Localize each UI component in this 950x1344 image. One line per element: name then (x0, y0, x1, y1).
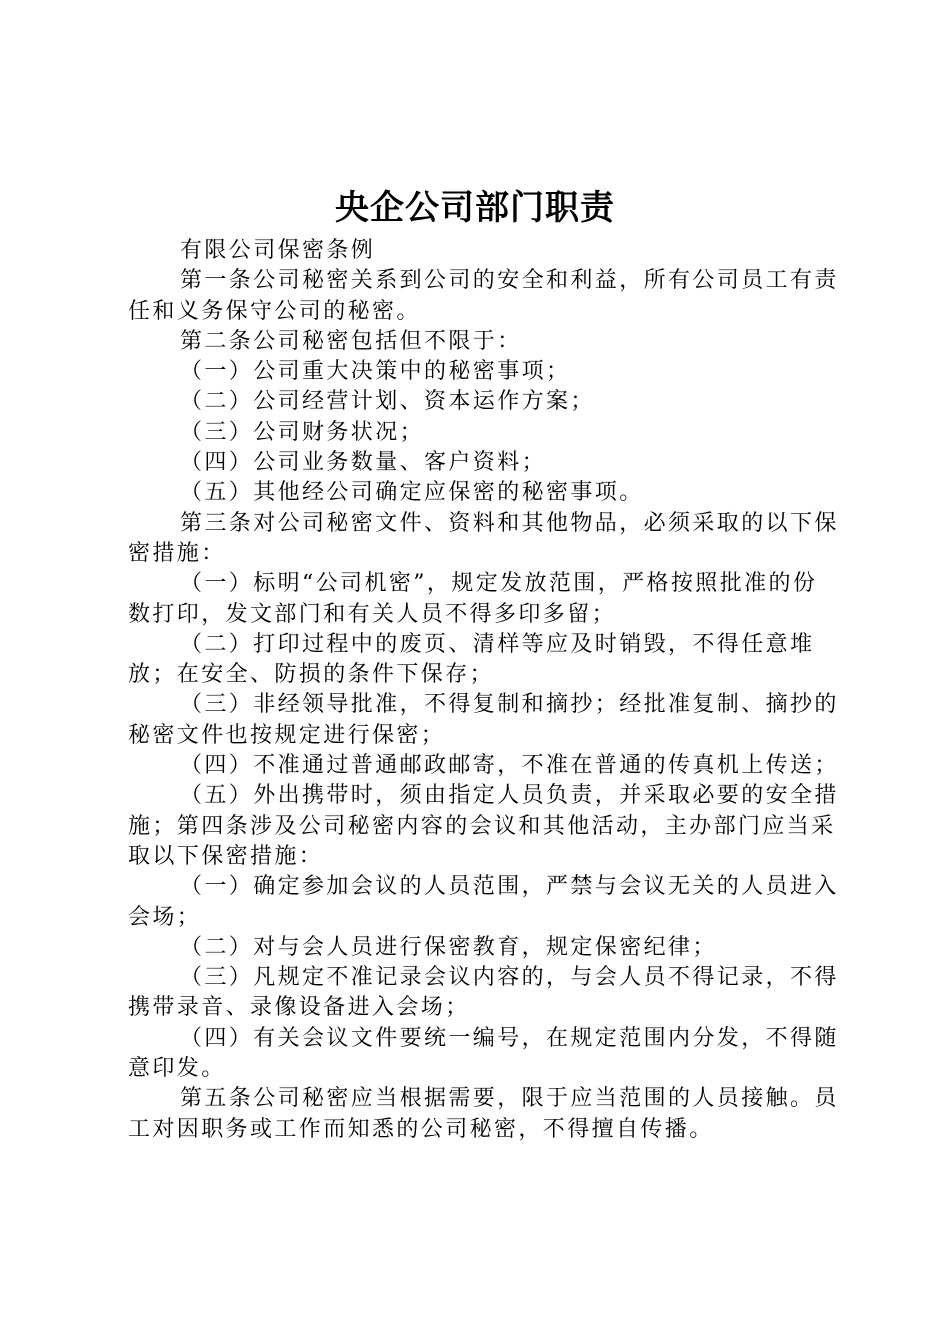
paragraph-article-3: 第三条对公司秘密文件、资料和其他物品，必须采取的以下保密措施： (128, 510, 839, 566)
paragraph-article-2-item-4: （四）公司业务数量、客户资料； (180, 450, 547, 476)
paragraph-article-3-item-5: （五）外出携带时，须由指定人员负责，并采取必要的安全措施；第四条涉及公司秘密内容的会议和其他活动，主办部门应当采取以下保密措施： (128, 783, 839, 869)
paragraph-article-4-item-2: （二）对与会人员进行保密教育，规定保密纪律； (180, 934, 717, 960)
paragraph-article-2: 第二条公司秘密包括但不限于： (180, 328, 522, 354)
paragraph-article-2-item-1: （一）公司重大决策中的秘密事项； (180, 359, 571, 385)
paragraph-article-3-item-3: （三）非经领导批准，不得复制和摘抄；经批准复制、摘抄的秘密文件也按规定进行保密； (128, 692, 839, 748)
paragraph-heading: 有限公司保密条例 (180, 238, 376, 263)
paragraph-article-3-item-1: （一）标明“公司机密”，规定发放范围，严格按照批准的份数打印，发文部门和有关人员不得多印多留； (128, 571, 818, 627)
paragraph-article-1: 第一条公司秘密关系到公司的安全和利益，所有公司员工有责任和义务保守公司的秘密。 (128, 268, 839, 324)
paragraph-article-4-item-4: （四）有关会议文件要统一编号，在规定范围内分发，不得随意印发。 (128, 1025, 839, 1082)
paragraph-article-2-item-5: （五）其他经公司确定应保密的秘密事项。 (180, 480, 644, 506)
paragraph-article-3-item-2: （二）打印过程中的废页、清样等应及时销毁，不得任意堆放；在安全、防损的条件下保存； (128, 631, 815, 688)
paragraph-article-4-item-1: （一）确定参加会议的人员范围，严禁与会议无关的人员进入会场； (128, 874, 839, 930)
paragraph-article-2-item-2: （二）公司经营计划、资本运作方案； (180, 389, 595, 415)
paragraph-article-3-item-4: （四）不准通过普通邮政邮寄，不准在普通的传真机上传送； (180, 753, 839, 779)
document-body (128, 236, 840, 1145)
paragraph-article-5: 第五条公司秘密应当根据需要，限于应当范围的人员接触。员工对因职务或工作而知悉的公司秘密，不得擅自传播。 (128, 1086, 839, 1142)
paragraph-article-2-item-3: （三）公司财务状况； (180, 419, 425, 445)
paragraph-article-4-item-3: （三）凡规定不准记录会议内容的，与会人员不得记录，不得携带录音、录像设备进入会场； (128, 965, 839, 1021)
document-title: 央企公司部门职责 (335, 188, 615, 228)
